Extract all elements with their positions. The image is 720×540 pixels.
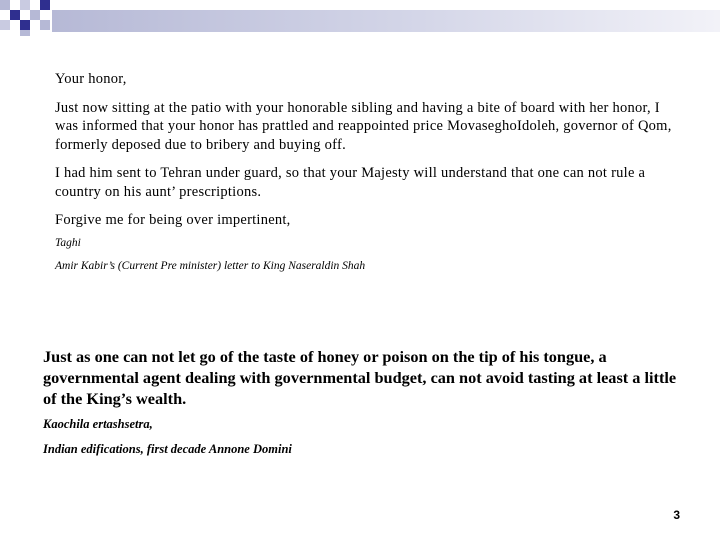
decor-square [30,10,40,20]
letter-salutation: Your honor, [55,71,127,87]
decor-square [40,0,50,10]
header-gradient-bar [52,10,720,32]
decor-square [20,0,30,10]
decor-square [20,30,30,36]
decor-square [30,0,40,10]
decor-square [20,10,30,20]
decor-square [0,0,10,10]
letter-closing: Forgive me for being over impertinent, [55,212,291,228]
letter-source: Amir Kabir’s (Current Pre minister) letter to King Naseraldin Shah [55,259,366,272]
decor-square [20,20,30,30]
header-squares [0,0,720,36]
quote-author: Kaochila ertashsetra, [43,417,153,431]
proverb-quote [43,346,683,457]
decor-square [10,0,20,10]
decor-square [0,20,10,30]
header-decoration [0,0,720,36]
decor-square [10,10,20,20]
letter-quote [55,70,675,273]
letter-paragraph-1: Just now sitting at the patio with your honorable sibling and having a bite of board with her honor, I was informed that your honor has prattled and reappointed price MovaseghoIdoleh, governor of Qom, formerly deposed due to bribery and buying off. [55,99,672,153]
decor-square [0,10,10,20]
decor-square [10,20,20,30]
decor-square [40,20,50,30]
decor-square [30,20,40,30]
quote-source: Indian edifications, first decade Annone Domini [43,442,292,456]
letter-signature: Taghi [55,236,81,249]
quote-text: Just as one can not let go of the taste of honey or poison on the tip of his tongue, a governmental agent dealing with governmental budget, can not avoid tasting at least a little of the King’s wealth. [43,347,677,408]
letter-paragraph-2: I had him sent to Tehran under guard, so that your Majesty will understand that one can not rule a country on his aunt’ prescriptions. [55,165,646,200]
page-number: 3 [673,508,680,522]
decor-square [40,10,50,20]
